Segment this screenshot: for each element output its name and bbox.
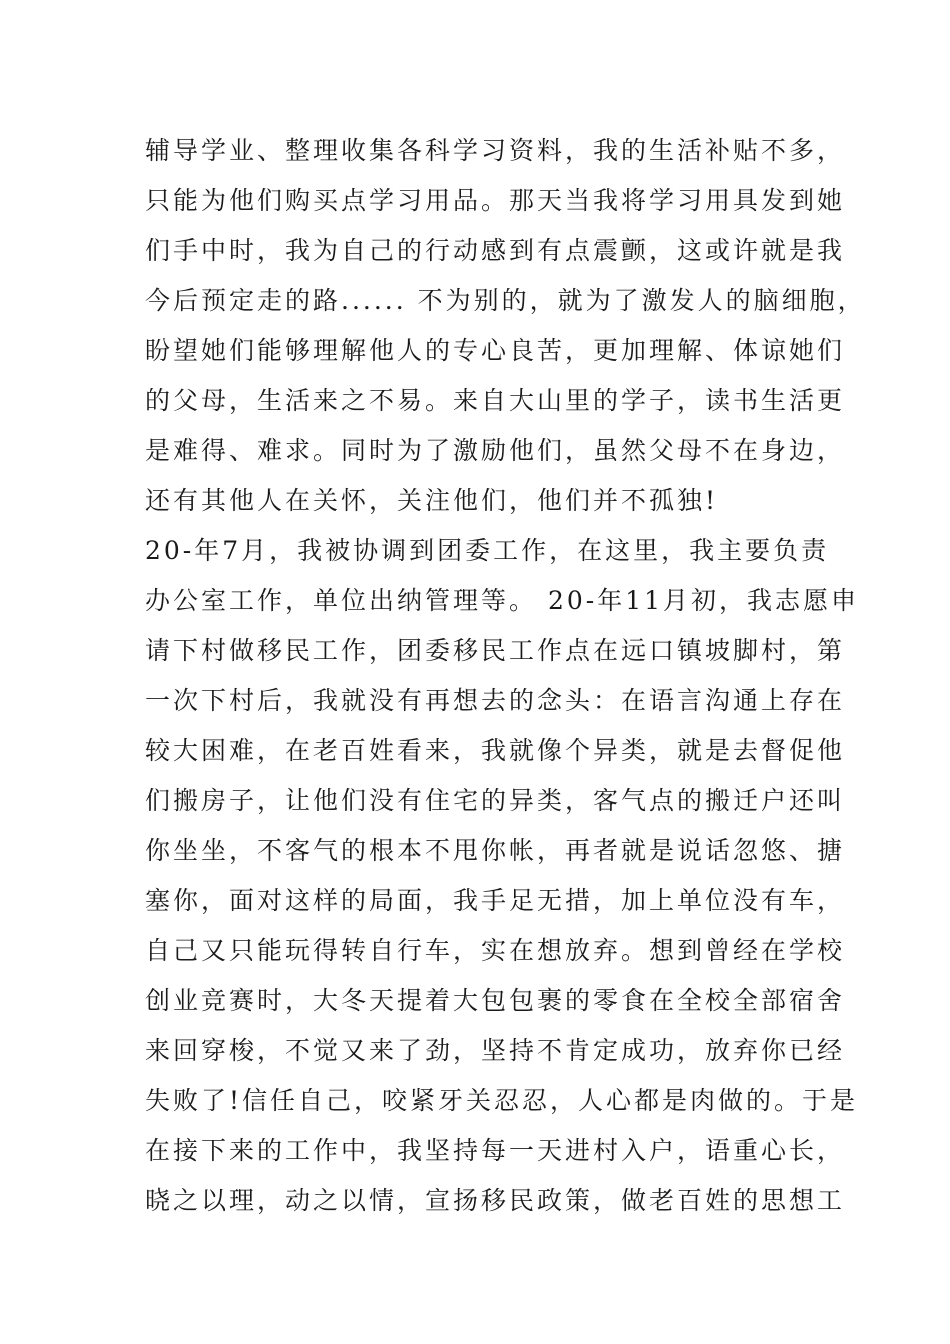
- text-line: 辅导学业、整理收集各科学习资料，我的生活补贴不多，: [145, 136, 846, 165]
- text-line: 较大困难，在老百姓看来，我就像个异类，就是去督促他: [145, 736, 846, 765]
- text-line: 塞你，面对这样的局面，我手足无措，加上单位没有车，: [145, 886, 846, 915]
- text-line: 们搬房子，让他们没有住宅的异类，客气点的搬迁户还叫: [145, 786, 846, 815]
- text-line: 今后预定走的路...... 不为别的，就为了激发人的脑细胞，: [145, 286, 866, 315]
- text-line: 的父母，生活来之不易。来自大山里的学子，读书生活更: [145, 386, 846, 415]
- text-line: 办公室工作，单位出纳管理等。 20-年11月初，我志愿申: [145, 586, 860, 615]
- text-line: 在接下来的工作中，我坚持每一天进村入户，语重心长，: [145, 1136, 846, 1165]
- text-line: 们手中时，我为自己的行动感到有点震颤，这或许就是我: [145, 236, 846, 265]
- text-line: 还有其他人在关怀，关注他们，他们并不孤独!: [145, 486, 719, 515]
- text-line: 创业竞赛时，大冬天提着大包包裹的零食在全校全部宿舍: [145, 986, 846, 1015]
- text-line: 盼望她们能够理解他人的专心良苦，更加理解、体谅她们: [145, 336, 846, 365]
- text-line: 一次下村后，我就没有再想去的念头：在语言沟通上存在: [145, 686, 846, 715]
- body-text: [145, 126, 866, 1226]
- text-line: 自己又只能玩得转自行车，实在想放弃。想到曾经在学校: [145, 936, 846, 965]
- text-line: 请下村做移民工作，团委移民工作点在远口镇坡脚村，第: [145, 636, 846, 665]
- text-line: 只能为他们购买点学习用品。那天当我将学习用具发到她: [145, 186, 846, 215]
- text-line: 是难得、难求。同时为了激励他们，虽然父母不在身边，: [145, 436, 846, 465]
- text-line: 晓之以理，动之以情，宣扬移民政策，做老百姓的思想工: [145, 1186, 846, 1215]
- text-line: 来回穿梭，不觉又来了劲，坚持不肯定成功，放弃你已经: [145, 1036, 846, 1065]
- text-line: 你坐坐，不客气的根本不甩你帐，再者就是说话忽悠、搪: [145, 836, 846, 865]
- text-line: 失败了!信任自己，咬紧牙关忍忍，人心都是肉做的。于是: [145, 1086, 859, 1115]
- text-line: 20-年7月，我被协调到团委工作，在这里，我主要负责: [145, 536, 830, 565]
